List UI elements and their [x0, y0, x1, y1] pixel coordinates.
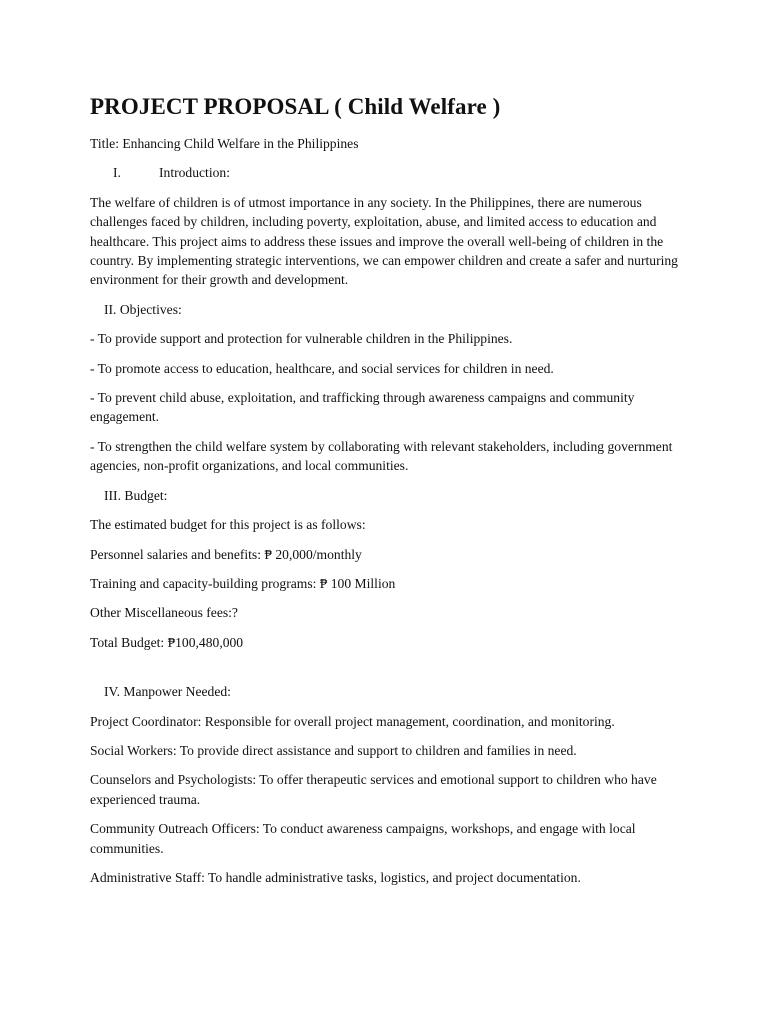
section-heading-manpower: IV. Manpower Needed:: [104, 684, 231, 700]
objective-item: - To promote access to education, healthcare, and social services for children in need.: [90, 360, 554, 376]
manpower-item: Social Workers: To provide direct assistance and support to children and families in need.: [90, 742, 577, 758]
section-heading-objectives: II. Objectives:: [104, 301, 182, 317]
project-title: Title: Enhancing Child Welfare in the Philippines: [90, 136, 359, 151]
budget-line-training: Training and capacity-building programs: ₱ 100 Million: [90, 575, 396, 591]
document-page: [90, 92, 680, 897]
blank-line: [90, 662, 680, 682]
introduction-paragraph: The welfare of children is of utmost importance in any society. In the Philippines, there are numerous challenges faced by children, including poverty, exploitation, abuse, and limited access to education and healthcare. This project aims to address these issues and improve the overall well-being of children in the country. By implementing strategic interventions, we can empower children and create a safer and nurturing environment for their growth and development.: [90, 194, 678, 288]
document-heading: PROJECT PROPOSAL ( Child Welfare ): [90, 94, 501, 119]
section-heading-introduction: [113, 163, 680, 182]
budget-line-personnel: Personnel salaries and benefits: ₱ 20,000/monthly: [90, 546, 362, 562]
manpower-item: Project Coordinator: Responsible for overall project management, coordination, and monitoring.: [90, 713, 615, 729]
manpower-item: Administrative Staff: To handle administrative tasks, logistics, and project documentation.: [90, 869, 581, 885]
objective-item: - To prevent child abuse, exploitation, and trafficking through awareness campaigns and community engagement.: [90, 390, 635, 425]
budget-total: Total Budget: ₱100,480,000: [90, 634, 244, 650]
budget-line-misc: Other Miscellaneous fees:?: [90, 605, 238, 621]
section-heading-budget: III. Budget:: [104, 487, 168, 503]
objective-item: - To provide support and protection for vulnerable children in the Philippines.: [90, 331, 513, 347]
section-label: Introduction:: [159, 165, 230, 181]
objective-item: - To strengthen the child welfare system by collaborating with relevant stakeholders, including government agencies, non-profit organizations, and local communities.: [90, 438, 673, 474]
section-number: I.: [113, 165, 121, 181]
manpower-item: Counselors and Psychologists: To offer therapeutic services and emotional support to children who have experienced trauma.: [90, 772, 657, 807]
budget-intro: The estimated budget for this project is as follows:: [90, 517, 366, 533]
manpower-item: Community Outreach Officers: To conduct awareness campaigns, workshops, and engage with local communities.: [90, 821, 636, 856]
